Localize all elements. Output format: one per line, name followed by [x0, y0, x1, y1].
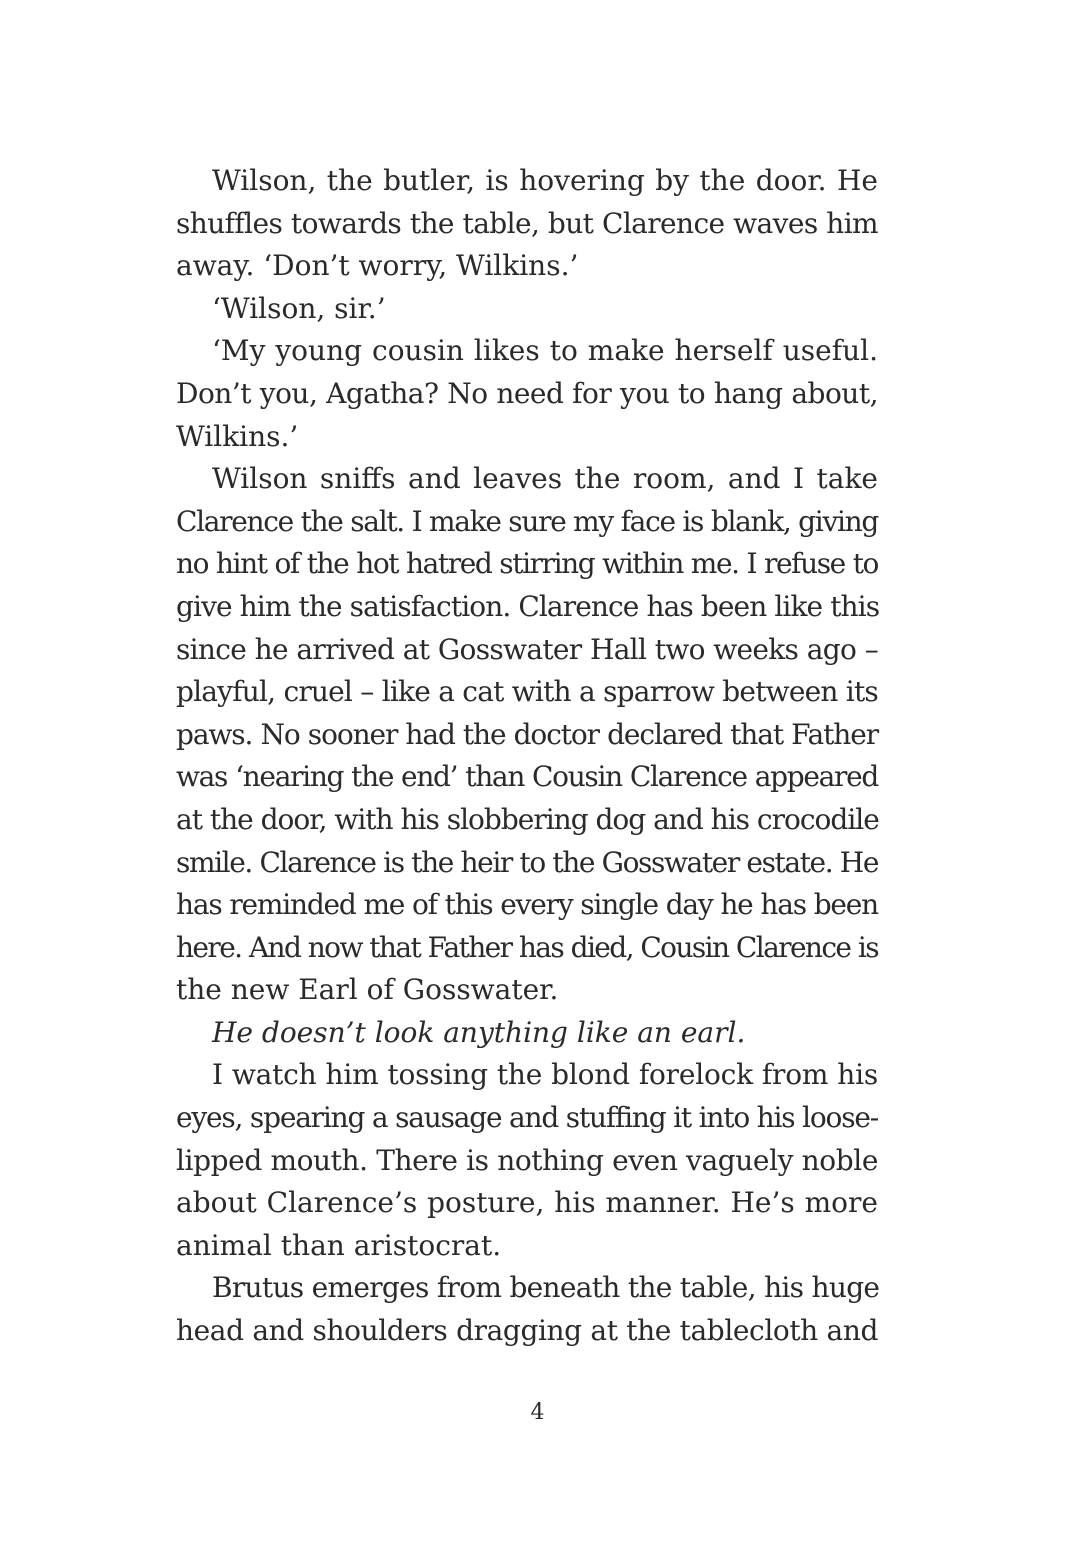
text-line: no hint of the hot hatred stirring within me. I refuse to	[176, 547, 878, 581]
text-line: at the door, with his slobbering dog and his crocodile	[176, 802, 879, 836]
body-text	[176, 160, 878, 1353]
text-line: eyes, spearing a sausage and stuffing it into his loose-	[176, 1101, 879, 1135]
text-line: ‘Wilson, sir.’	[212, 291, 386, 325]
text-line: Brutus emerges from beneath the table, his huge	[212, 1271, 880, 1305]
text-line: Clarence the salt. I make sure my face is blank, giving	[176, 504, 878, 538]
text-line: Wilkins.’	[176, 419, 299, 453]
text-line: playful, cruel – like a cat with a sparrow between its	[176, 675, 878, 709]
text-line: Wilson, the butler, is hovering by the door. He	[212, 164, 878, 197]
text-line: animal than aristocrat.	[176, 1228, 502, 1262]
text-line: give him the satisfaction. Clarence has been like this	[176, 589, 880, 623]
text-line: head and shoulders dragging at the tablecloth and	[176, 1314, 878, 1348]
text-line: I watch him tossing the blond forelock from his	[212, 1058, 878, 1092]
text-line: shuffles towards the table, but Clarence waves him	[176, 206, 878, 240]
text-line: lipped mouth. There is nothing even vaguely noble	[176, 1143, 878, 1177]
page-number: 4	[530, 1400, 545, 1425]
text-line: He doesn’t look anything like an earl.	[212, 1015, 746, 1049]
text-line: away. ‘Don’t worry, Wilkins.’	[176, 249, 579, 283]
text-line: was ‘nearing the end’ than Cousin Clarence appeared	[176, 760, 878, 794]
text-line: here. And now that Father has died, Cousin Clarence is	[176, 930, 878, 964]
text-line: about Clarence’s posture, his manner. He’s more	[176, 1186, 878, 1220]
text-line: Wilson sniffs and leaves the room, and I take	[212, 462, 878, 496]
text-line: smile. Clarence is the heir to the Gosswater estate. He	[176, 845, 878, 879]
text-line: since he arrived at Gosswater Hall two weeks ago –	[176, 632, 878, 666]
text-line: ‘My young cousin likes to make herself useful.	[212, 334, 878, 368]
text-line: has reminded me of this every single day he has been	[176, 888, 878, 922]
text-line: Don’t you, Agatha? No need for you to hang about,	[176, 376, 878, 410]
text-line: paws. No sooner had the doctor declared that Father	[176, 717, 878, 751]
text-line: the new Earl of Gosswater.	[176, 973, 559, 1007]
